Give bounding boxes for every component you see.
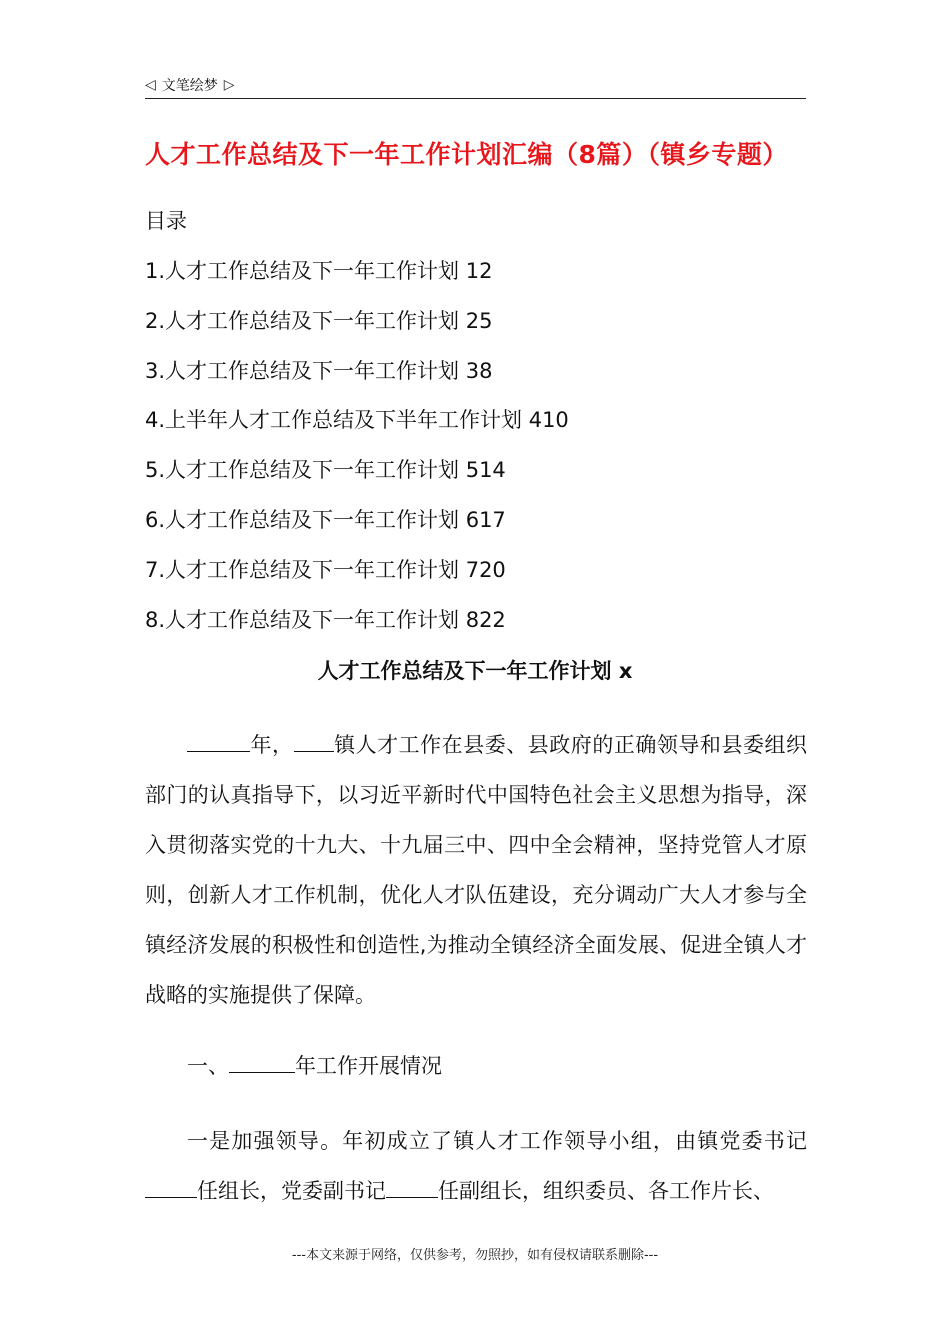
leadership-paragraph: [145, 1116, 807, 1216]
toc-item[interactable]: 2.人才工作总结及下一年工作计划 25: [145, 308, 493, 333]
toc-item[interactable]: 6.人才工作总结及下一年工作计划 617: [145, 507, 506, 532]
section-heading: [145, 1041, 807, 1091]
blank-name-1: [145, 1175, 197, 1198]
toc-item[interactable]: 5.人才工作总结及下一年工作计划 514: [145, 458, 506, 483]
section-heading-b: 年工作开展情况: [295, 1054, 442, 1078]
document-title: 人才工作总结及下一年工作计划汇编（8篇）（镇乡专题）: [145, 140, 788, 169]
toc-item[interactable]: 1.人才工作总结及下一年工作计划 12: [145, 259, 493, 283]
blank-year: [187, 729, 250, 752]
blank-town: [294, 729, 334, 752]
intro-part-a: 年，: [250, 733, 294, 757]
section-heading-a: 一、: [187, 1054, 229, 1078]
intro-part-b: 镇人才工作在县委、县政府的正确领导和县委组织部门的认真指导下，以习近平新时代中国特色社会主义思想为指导，深入贯彻落实党的十九大、十九届三中、四中全会精神，坚持党管人才原则，创新人才工作机制，优化人才队伍建设，充分调动广大人才参与全镇经济发展的积极性和创造性,为推动全镇经济全面发展、促进全镇人才战略的实施提供了保障。: [145, 733, 808, 1007]
toc-heading: 目录: [145, 209, 187, 233]
left-triangle-icon: ◁: [145, 77, 156, 93]
blank-name-2: [386, 1175, 438, 1198]
toc-item[interactable]: 8.人才工作总结及下一年工作计划 822: [145, 607, 506, 632]
toc-item[interactable]: 3.人才工作总结及下一年工作计划 38: [145, 358, 493, 383]
leadership-part-a: 一是加强领导。年初成立了镇人才工作领导小组，由镇党委书记: [187, 1129, 807, 1153]
page-footer: ---本文来源于网络，仅供参考，勿照抄，如有侵权请联系删除---: [291, 1248, 659, 1263]
intro-paragraph: [145, 720, 807, 1020]
blank-year-2: [229, 1050, 295, 1073]
right-triangle-icon: ▷: [223, 77, 235, 93]
toc-item[interactable]: 7.人才工作总结及下一年工作计划 720: [145, 557, 506, 582]
article-title: 人才工作总结及下一年工作计划 x: [317, 659, 633, 683]
header-text: 文笔绘梦: [161, 78, 218, 94]
leadership-part-c: 任副组长，组织委员、各工作片长、: [438, 1179, 774, 1203]
toc-list: [145, 253, 569, 651]
toc-item[interactable]: 4.上半年人才工作总结及下半年工作计划 410: [145, 408, 569, 433]
page-header: [145, 72, 806, 99]
leadership-part-b: 任组长，党委副书记: [197, 1179, 386, 1203]
